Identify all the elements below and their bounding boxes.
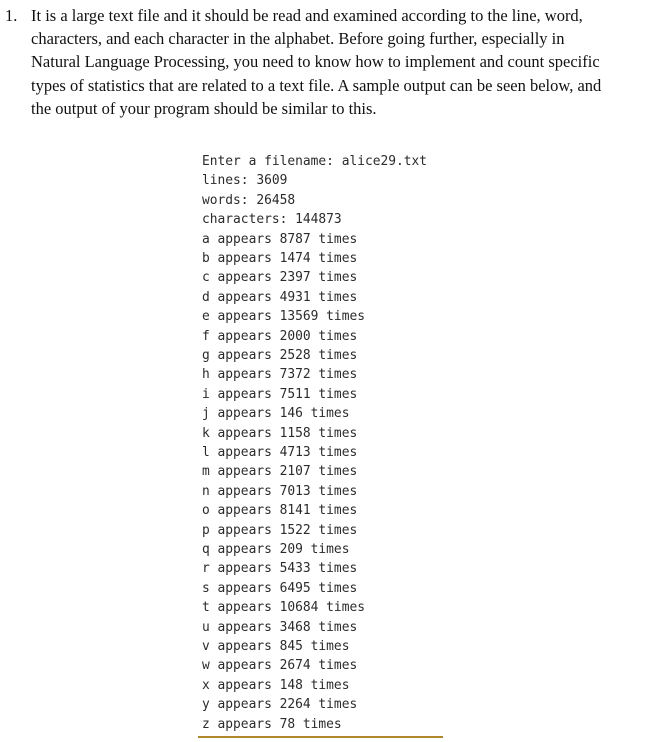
console-letter-count: q appears 209 times — [202, 542, 350, 557]
console-letter-count: u appears 3468 times — [202, 619, 358, 635]
question-text — [31, 4, 667, 120]
console-letter-count: j appears 146 times — [202, 406, 350, 422]
console-letter-count: o appears 8141 times — [202, 503, 358, 519]
console-letter-count: a appears 8787 times — [202, 231, 358, 247]
console-letter-count: g appears 2528 times — [202, 348, 358, 363]
console-lines-count: lines: 3609 — [202, 173, 288, 189]
console-letter-count: s appears 6495 times — [202, 580, 358, 596]
console-letter-count: i appears 7511 times — [202, 386, 358, 402]
console-letter-count: h appears 7372 times — [202, 367, 358, 383]
question-line: Natural Language Processing, you need to know how to implement and count specific — [31, 52, 600, 72]
console-letter-count: d appears 4931 times — [202, 289, 358, 305]
console-letter-count: f appears 2000 times — [202, 328, 358, 344]
sample-output-console — [198, 148, 443, 738]
console-letter-count: v appears 845 times — [202, 639, 350, 654]
console-characters-count: characters: 144873 — [202, 212, 342, 228]
question-number: 1. — [5, 6, 18, 25]
console-letter-count: e appears 13569 times — [202, 309, 365, 325]
console-letter-count: k appears 1158 times — [202, 425, 358, 441]
console-letter-count: x appears 148 times — [202, 677, 350, 693]
console-letter-count: p appears 1522 times — [202, 522, 358, 538]
console-letter-count: c appears 2397 times — [202, 270, 358, 286]
console-letter-count: w appears 2674 times — [202, 658, 358, 674]
question-line: types of statistics that are related to a text file. A sample output can be seen below, and — [31, 75, 602, 95]
console-letter-count: y appears 2264 times — [202, 697, 358, 713]
console-letter-count: t appears 10684 times — [202, 600, 365, 616]
console-letter-count: b appears 1474 times — [202, 251, 358, 266]
console-letter-count: n appears 7013 times — [202, 483, 358, 499]
console-words-count: words: 26458 — [202, 192, 296, 208]
question-line: It is a large text file and it should be read and examined according to the line, word, — [31, 6, 583, 25]
console-prompt-line: Enter a filename: alice29.txt — [202, 154, 428, 169]
console-letter-count: l appears 4713 times — [202, 445, 358, 460]
console-letter-count: r appears 5433 times — [202, 561, 358, 577]
console-letter-count: z appears 78 times — [202, 716, 342, 732]
question-line: characters, and each character in the alphabet. Before going further, especially in — [31, 29, 565, 49]
console-letter-count: m appears 2107 times — [202, 464, 358, 480]
question-line: the output of your program should be similar to this. — [31, 98, 377, 118]
